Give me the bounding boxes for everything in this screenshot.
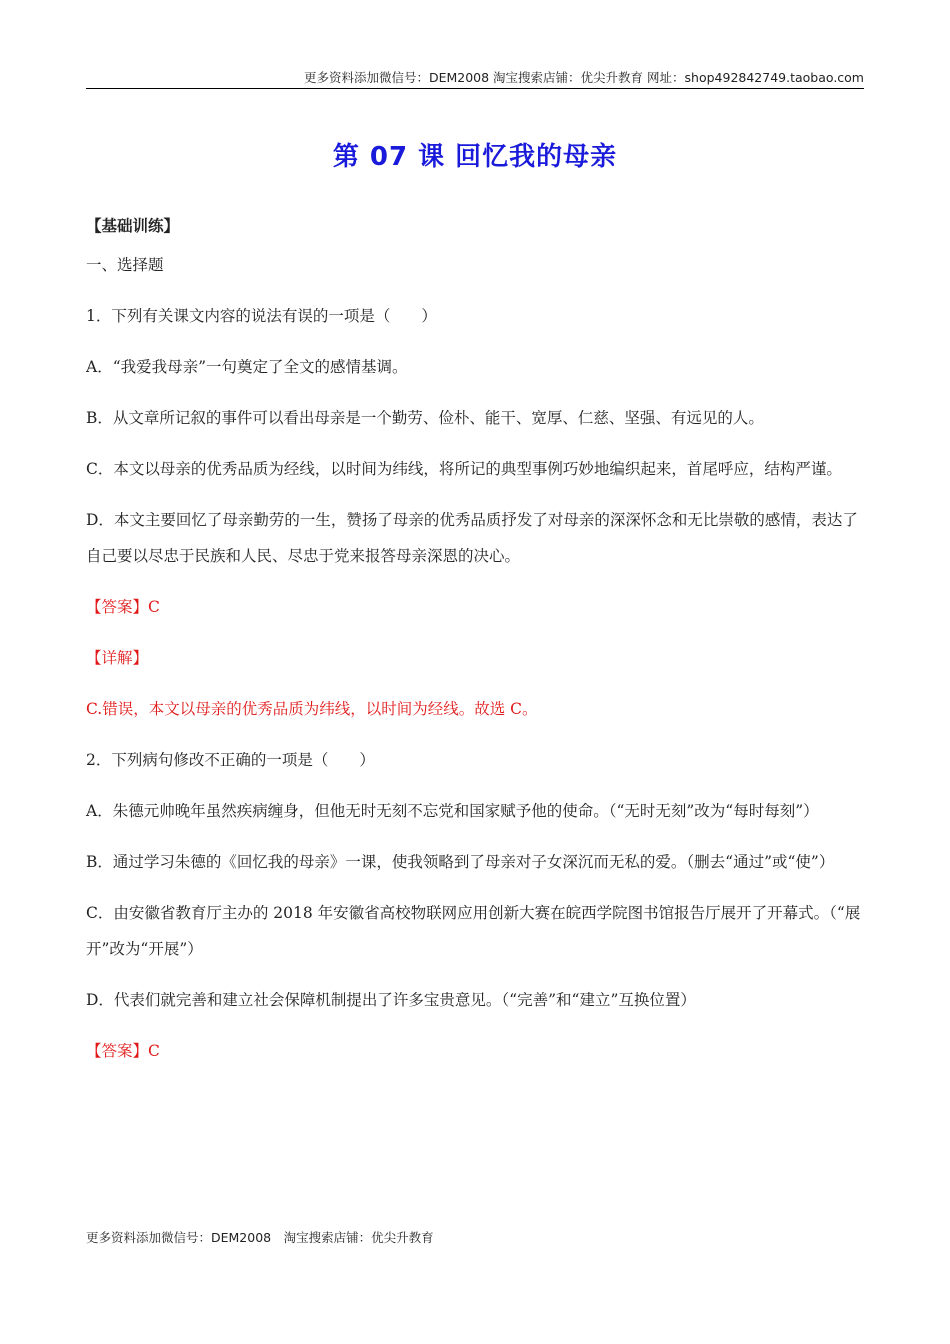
question-1-option-d: D．本文主要回忆了母亲勤劳的一生，赞扬了母亲的优秀品质抒发了对母亲的深深怀念和无比崇敬的感情，表达了自己要以尽忠于民族和人民、尽忠于党来报答母亲深恩的决心。 [86,511,858,565]
page-header: 更多资料添加微信号：DEM2008 淘宝搜索店铺：优尖升教育 网址：shop492842749.taobao.com [303,70,864,85]
question-1-answer: 【答案】C [86,598,160,616]
page-footer: 更多资料添加微信号：DEM2008 淘宝搜索店铺：优尖升教育 [86,1230,434,1245]
question-1-detail-label: 【详解】 [86,649,149,667]
question-1-option-a: A．“我爱我母亲”一句奠定了全文的感情基调。 [86,358,408,376]
page-title: 第 07 课 回忆我的母亲 [332,142,618,172]
question-1-stem: 1．下列有关课文内容的说法有误的一项是（ ） [86,307,437,325]
question-2-answer: 【答案】C [86,1042,160,1060]
question-2-option-c: C．由安徽省教育厅主办的 2018 年安徽省高校物联网应用创新大赛在皖西学院图书馆报告厅展开了开幕式。（“展开”改为“开展”） [86,904,861,958]
question-1-option-b: B．从文章所记叙的事件可以看出母亲是一个勤劳、俭朴、能干、宽厚、仁慈、坚强、有远见的人。 [86,409,764,427]
question-1-detail: C.错误，本文以母亲的优秀品质为纬线，以时间为经线。故选 C。 [86,700,538,718]
question-2-stem: 2．下列病句修改不正确的一项是（ ） [86,751,375,769]
part-heading: 一、选择题 [86,256,164,274]
question-1-option-c: C．本文以母亲的优秀品质为经线，以时间为纬线，将所记的典型事例巧妙地编织起来，首尾呼应，结构严谨。 [86,460,842,478]
document-body [86,208,871,1084]
header-divider [86,88,864,89]
section-heading: 【基础训练】 [86,217,180,235]
question-2-option-b: B．通过学习朱德的《回忆我的母亲》一课，使我领略到了母亲对子女深沉而无私的爱。（删去“通过”或“使”） [86,853,835,871]
question-2-option-d: D．代表们就完善和建立社会保障机制提出了许多宝贵意见。（“完善”和“建立”互换位置） [86,991,696,1009]
question-2-option-a: A．朱德元帅晚年虽然疾病缠身，但他无时无刻不忘党和国家赋予他的使命。（“无时无刻”改为“每时每刻”） [86,802,819,820]
